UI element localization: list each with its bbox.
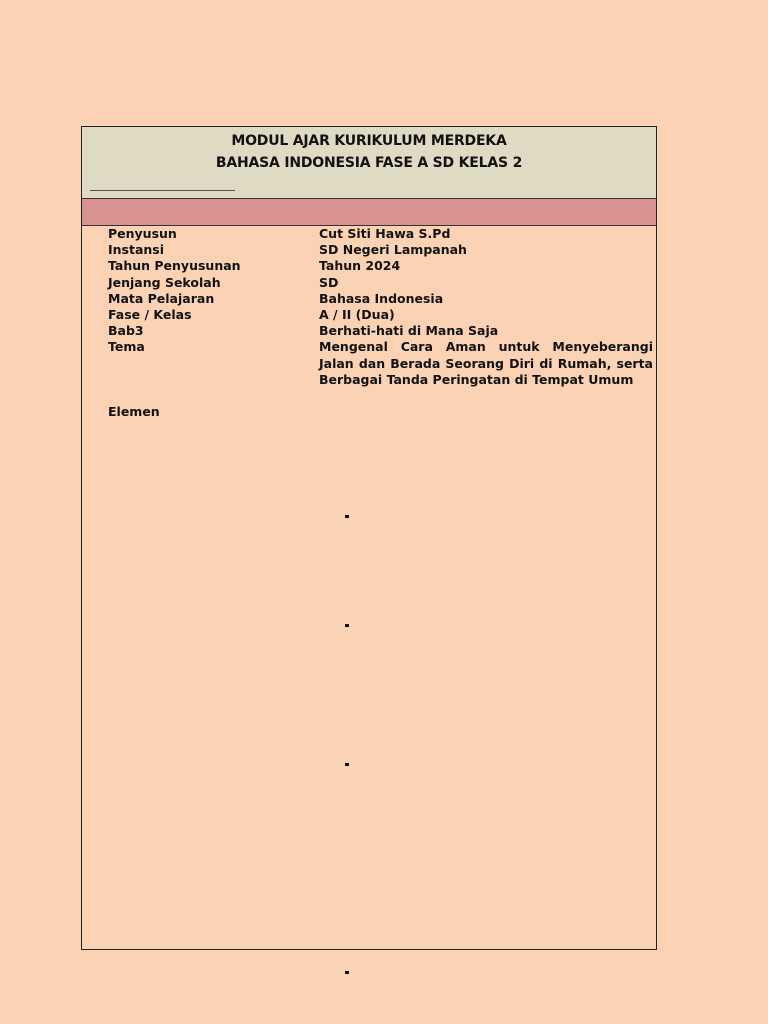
penyusun-label: Penyusun xyxy=(108,226,177,241)
elemen-bullet-4 xyxy=(345,971,349,974)
elemen-value xyxy=(319,404,653,420)
info-row-penyusun xyxy=(108,226,653,242)
tahun-label: Tahun Penyusunan xyxy=(108,258,241,274)
info-row-tema xyxy=(108,339,653,388)
penyusun-value: Cut Siti Hawa S.Pd xyxy=(319,226,451,241)
info-row-bab xyxy=(108,323,653,339)
info-row-mapel xyxy=(108,291,653,307)
module-document xyxy=(81,126,657,950)
tahun-value: Tahun 2024 xyxy=(319,258,401,274)
instansi-label: Instansi xyxy=(108,242,165,258)
title-line-2: BAHASA INDONESIA FASE A SD KELAS 2 xyxy=(215,155,523,171)
section-band xyxy=(82,199,656,226)
header-underline xyxy=(90,190,235,191)
mapel-label: Mata Pelajaran xyxy=(108,290,215,306)
tema-value: Mengenal Cara Aman untuk Menyeberangi Jalan dan Berada Seorang Diri di Rumah, serta Berbagai Tanda Peringatan di Tempat Umum xyxy=(319,339,653,387)
title-line-1: MODUL AJAR KURIKULUM MERDEKA xyxy=(231,133,507,149)
info-row-tahun xyxy=(108,258,653,274)
jenjang-value: SD xyxy=(319,274,339,290)
elemen-label: Elemen xyxy=(108,404,160,420)
module-header xyxy=(82,127,656,199)
info-row-elemen xyxy=(108,404,653,420)
info-row-instansi xyxy=(108,242,653,258)
mapel-value: Bahasa Indonesia xyxy=(319,290,444,306)
fase-label: Fase / Kelas xyxy=(108,307,192,323)
jenjang-label: Jenjang Sekolah xyxy=(108,274,221,290)
fase-value: A / II (Dua) xyxy=(319,307,395,323)
bab-label: Bab3 xyxy=(108,323,144,339)
elemen-bullet-1 xyxy=(345,515,349,518)
info-row-jenjang xyxy=(108,275,653,291)
elemen-bullet-3 xyxy=(345,763,349,766)
instansi-value: SD Negeri Lampanah xyxy=(319,242,467,258)
bab-value: Berhati-hati di Mana Saja xyxy=(319,323,499,339)
module-info xyxy=(108,226,653,420)
tema-label: Tema xyxy=(108,339,145,355)
elemen-bullet-2 xyxy=(345,624,349,627)
info-row-fase xyxy=(108,307,653,323)
